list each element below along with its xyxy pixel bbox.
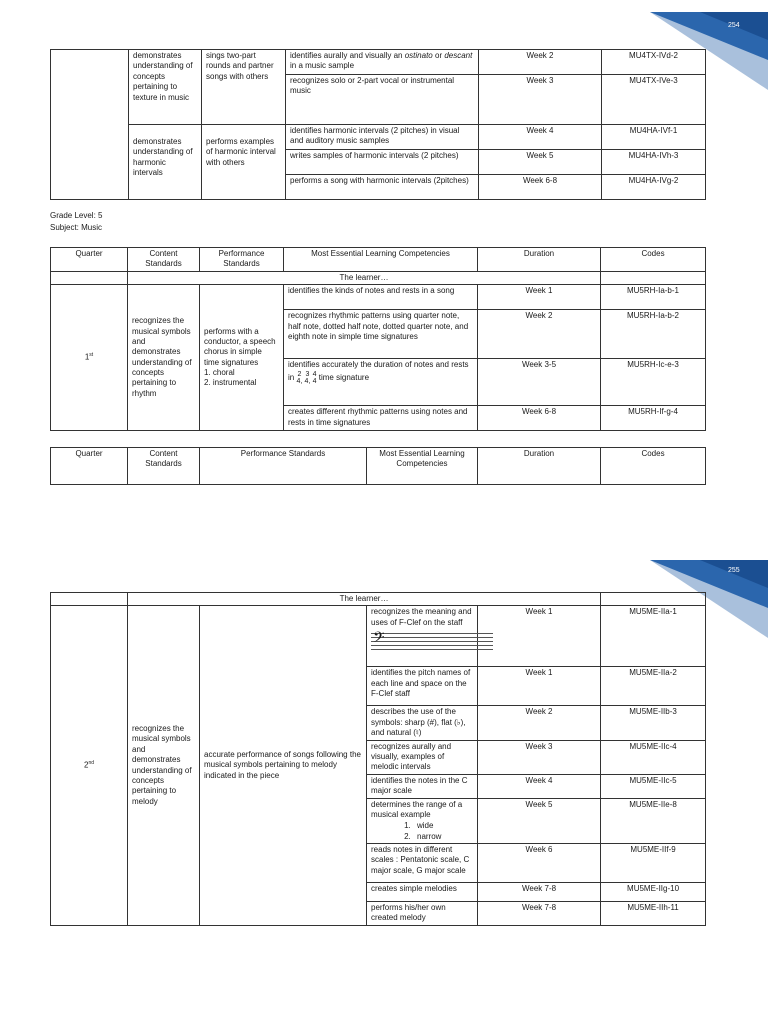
competency-cell: performs his/her own created melody [367, 902, 478, 926]
code-cell: MU4TX-IVe-3 [602, 75, 706, 125]
code-cell: MU5ME-IIa-2 [601, 667, 706, 706]
code-cell: MU4TX-IVd-2 [602, 50, 706, 75]
range-list [371, 821, 473, 842]
duration-cell: Week 3-5 [478, 359, 601, 406]
table-header-row [51, 448, 706, 485]
code-cell: MU5RH-Ia-b-1 [601, 285, 706, 310]
performance-standard-cell: performs examples of harmonic interval with others [202, 125, 286, 200]
header-quarter: Quarter [51, 448, 128, 485]
grade5-q1-table [50, 247, 706, 431]
header-duration: Duration [478, 248, 601, 272]
duration-cell: Week 5 [478, 798, 601, 844]
code-cell: MU5RH-Ia-b-2 [601, 310, 706, 359]
competency-cell: performs a song with harmonic intervals (2pitches) [286, 175, 479, 200]
header-competencies: Most Essential Learning Competencies [284, 248, 478, 272]
header-content-standards: Content Standards [128, 248, 200, 272]
table-header-row [51, 248, 706, 272]
header-quarter: Quarter [51, 248, 128, 272]
competency-cell: reads notes in different scales : Pentatonic scale, C major scale, G major scale [367, 844, 478, 883]
competency-cell: identifies the notes in the C major scale [367, 774, 478, 798]
duration-cell: Week 7-8 [478, 883, 601, 902]
duration-cell: Week 2 [478, 706, 601, 740]
code-cell: MU5ME-IIc-4 [601, 740, 706, 774]
code-cell: MU4HA-IVg-2 [602, 175, 706, 200]
time-signature-2-4: 2 4, [296, 370, 303, 385]
f-clef-icon: 𝄢 [373, 629, 385, 651]
header-performance-standards: Performance Standards [200, 248, 284, 272]
table-row [51, 285, 706, 310]
header-competencies: Most Essential Learning Competencies [367, 448, 478, 485]
learner-row [51, 271, 706, 284]
duration-cell: Week 2 [478, 310, 601, 359]
quarter-cell [51, 50, 129, 200]
performance-standard-cell: accurate performance of songs following the musical symbols pertaining to melody indicated in the piece [200, 606, 367, 925]
content-standard-cell: recognizes the musical symbols and demonstrates understanding of concepts pertaining to rhythm [128, 285, 200, 431]
header-codes: Codes [601, 248, 706, 272]
code-cell: MU4HA-IVf-1 [602, 125, 706, 150]
competency-cell: identifies the kinds of notes and rests in a song [284, 285, 478, 310]
competency-cell: creates different rhythmic patterns using notes and rests in time signatures [284, 406, 478, 431]
competency-cell: determines the range of a musical example 1. wide 2. narrow [367, 798, 478, 844]
duration-cell: Week 3 [478, 740, 601, 774]
duration-cell: Week 4 [478, 774, 601, 798]
list-item: 1. wide [413, 821, 473, 831]
duration-cell: Week 2 [479, 50, 602, 75]
competency-cell: recognizes aurally and visually, examples of melodic intervals [367, 740, 478, 774]
duration-cell: Week 5 [479, 150, 602, 175]
page-number: 255 [728, 567, 740, 574]
code-cell: MU5ME-IIe-8 [601, 798, 706, 844]
grade5-header-table-2 [50, 447, 706, 485]
duration-cell: Week 1 [478, 606, 601, 667]
code-cell: MU5ME-IIg-10 [601, 883, 706, 902]
competency-cell: identifies harmonic intervals (2 pitches) in visual and auditory music samples [286, 125, 479, 150]
grade5-q2-table [50, 592, 706, 926]
code-cell: MU5RH-Ic-e-3 [601, 359, 706, 406]
duration-cell: Week 1 [478, 285, 601, 310]
content-standard-cell: demonstrates understanding of harmonic intervals [129, 125, 202, 200]
code-cell: MU5ME-IIh-11 [601, 902, 706, 926]
duration-cell: Week 1 [478, 667, 601, 706]
duration-cell: Week 6-8 [478, 406, 601, 431]
header-codes: Codes [601, 448, 706, 485]
duration-cell: Week 7-8 [478, 902, 601, 926]
duration-cell: Week 6 [478, 844, 601, 883]
competency-cell: identifies aurally and visually an ostinato or descant in a music sample [286, 50, 479, 75]
competency-cell: identifies accurately the duration of notes and rests in 2 4, 3 4, 4 4 time signature [284, 359, 478, 406]
quarter-cell: 2nd [51, 606, 128, 925]
learner-row [51, 593, 706, 606]
duration-cell: Week 3 [479, 75, 602, 125]
code-cell: MU5RH-If-g-4 [601, 406, 706, 431]
competency-cell: recognizes the meaning and uses of F-Clef on the staff 𝄢 [367, 606, 478, 667]
competency-cell: describes the use of the symbols: sharp (#), flat (♭), and natural (♮) [367, 706, 478, 740]
list-item: 2. narrow [413, 832, 473, 842]
code-cell: MU5ME-IIb-3 [601, 706, 706, 740]
learner-label: The learner… [128, 271, 601, 284]
table-row [51, 125, 706, 150]
subject-label: Subject: Music [50, 223, 103, 232]
header-content-standards: Content Standards [128, 448, 200, 485]
performance-standard-cell: performs with a conductor, a speech chorus in simple time signatures 1. choral 2. instrumental [200, 285, 284, 431]
competency-cell: recognizes solo or 2-part vocal or instrumental music [286, 75, 479, 125]
grade-level-label: Grade Level: 5 [50, 211, 103, 220]
content-standard-cell: demonstrates understanding of concepts pertaining to texture in music [129, 50, 202, 125]
content-standard-cell: recognizes the musical symbols and demonstrates understanding of concepts pertaining to melody [128, 606, 200, 925]
top-competency-table [50, 49, 706, 200]
page-number: 254 [728, 22, 740, 29]
code-cell: MU5ME-IIf-9 [601, 844, 706, 883]
f-clef-staff [371, 631, 473, 651]
code-cell: MU5ME-IIc-5 [601, 774, 706, 798]
table-row [51, 50, 706, 75]
code-cell: MU4HA-IVh-3 [602, 150, 706, 175]
performance-standard-cell: sings two-part rounds and partner songs with others [202, 50, 286, 125]
competency-cell: creates simple melodies [367, 883, 478, 902]
time-signature-3-4: 3 4, [304, 370, 311, 385]
code-cell: MU5ME-IIa-1 [601, 606, 706, 667]
table-row [51, 606, 706, 667]
competency-cell: identifies the pitch names of each line and space on the F-Clef staff [367, 667, 478, 706]
duration-cell: Week 6-8 [479, 175, 602, 200]
duration-cell: Week 4 [479, 125, 602, 150]
quarter-cell: 1st [51, 285, 128, 431]
learner-label: The learner… [128, 593, 601, 606]
header-duration: Duration [478, 448, 601, 485]
competency-cell: writes samples of harmonic intervals (2 pitches) [286, 150, 479, 175]
competency-cell: recognizes rhythmic patterns using quarter note, half note, dotted half note, dotted quarter note, and eighth note in simple time signatures [284, 310, 478, 359]
time-signature-4-4: 4 4 [312, 370, 317, 385]
header-performance-standards: Performance Standards [200, 448, 367, 485]
